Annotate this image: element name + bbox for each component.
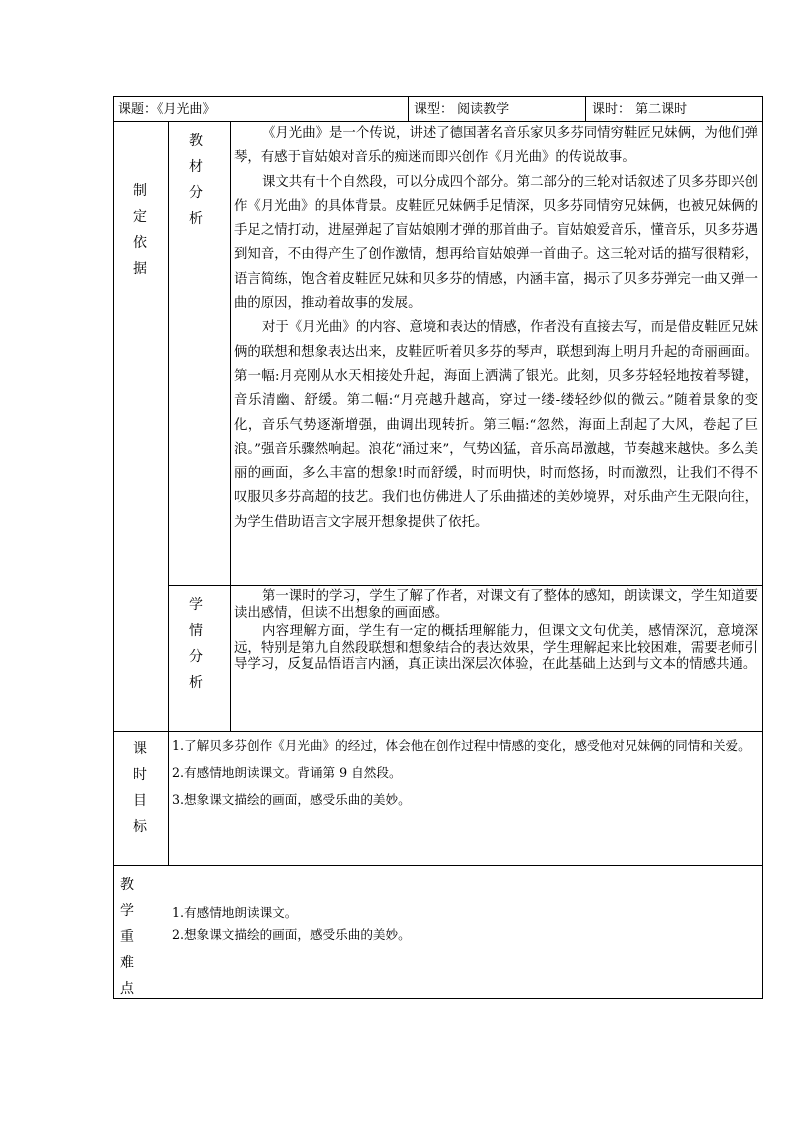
material-analysis-label: 教 材 分 析: [189, 133, 203, 227]
lesson-topic: 课题：《月光曲》: [118, 102, 216, 117]
difficulties-list: [172, 902, 758, 946]
goals-label: 课 时 目 标: [133, 741, 147, 835]
student-analysis-text: [234, 589, 758, 674]
table-border-right: [762, 96, 763, 999]
basis-label: 制 定 依 据: [133, 183, 147, 277]
table-border-left: [113, 96, 114, 999]
material-paragraph: 课文共有十个自然段，可以分成四个部分。第二部分的三轮对话叙述了贝多芬即兴创作《月光曲》的具体背景。皮鞋匠兄妹俩手足情深，贝多芬同情穷兄妹俩，也被兄妹俩的手足之情打动，进屋弹起了盲姑娘刚才弹的那首曲子。盲姑娘爱音乐，懂音乐，贝多芬遇到知音，不由得产生了创作激情，想再给盲姑娘弹一首曲子。这三轮对话的描写很精彩，语言简练，饱含着皮鞋匠兄妹和贝多芬的情感，内涵丰富，揭示了贝多芬弹完一曲又弹一曲的原因，推动着故事的发展。: [234, 174, 758, 312]
table-line-sublabel-col: [230, 121, 231, 731]
table-border-top: [113, 96, 763, 97]
student-paragraph: 第一课时的学习，学生了解了作者，对课文有了整体的感知，朗读课文，学生知道要读出感情，但读不出想象的画面感。: [234, 589, 758, 621]
table-border-bottom: [113, 998, 763, 999]
difficulties-label: 教 学 重 难 点: [120, 877, 134, 997]
goal-item: 2.有感情地朗读课文。背诵第 9 自然段。: [172, 765, 402, 780]
table-line-material-bottom: [168, 585, 763, 586]
table-line-goals-bottom: [113, 865, 763, 866]
table-line-label-col: [168, 121, 169, 865]
material-paragraph: 对于《月光曲》的内容、意境和表达的情感，作者没有直接去写，而是借皮鞋匠兄妹俩的联想和想象表达出来，皮鞋匠听着贝多芬的琴声，联想到海上明月升起的奇丽画面。第一幅:月亮刚从水天相接处升起，海面上洒满了银光。此刻，贝多芬轻轻地按着琴键，音乐清幽、舒缓。第二幅:“月亮越升越高，穿过一缕-缕轻纱似的微云。”随着景象的变化，音乐气势逐渐增强，曲调出现转折。第三幅:“忽然，海面上刮起了大风，卷起了巨浪。”强音乐骤然响起。浪花“涌过来”，气势凶猛，音乐高昂激越，节奏越来越快。多么美丽的画面，多么丰富的想象!时而舒缓，时而明快，时而悠扬，时而激烈，让我们不得不叹服贝多芬高超的技艺。我们也仿佛进人了乐曲描述的美妙境界，对乐曲产生无限向往，为学生借助语言文字展开想象提供了依托。: [234, 320, 758, 530]
difficulty-item: 1.有感情地朗读课文。: [172, 905, 298, 920]
table-line-header-col-1: [408, 96, 409, 121]
material-analysis-text: [234, 122, 758, 535]
material-paragraph: 《月光曲》是一个传说，讲述了德国著名音乐家贝多芬同情穷鞋匠兄妹俩，为他们弹琴，有感于盲姑娘对音乐的痴迷而即兴创作《月光曲》的传说故事。: [234, 126, 758, 166]
goal-item: 3.想象课文描绘的画面，感受乐曲的美妙。: [172, 792, 411, 807]
student-paragraph: 内容理解方面，学生有一定的概括理解能力，但课文文句优美，感情深沉，意境深远，特别是第九自然段联想和想象结合的表达效果，学生理解起来比较困难，需要老师引导学习，反复品悟语言内涵，真正读出深层次体验，在此基础上达到与文本的情感共通。: [234, 624, 758, 673]
lesson-type: 课型： 阅读教学: [414, 102, 510, 117]
goal-item: 1.了解贝多芬创作《月光曲》的经过，体会他在创作过程中情感的变化，感受他对兄妹俩的同情和关爱。: [172, 738, 751, 753]
lesson-period: 课时： 第二课时: [592, 102, 688, 117]
goals-list: [172, 732, 758, 813]
table-line-header-col-2: [585, 96, 586, 121]
student-analysis-label: 学 情 分 析: [189, 597, 203, 691]
difficulty-item: 2.想象课文描绘的画面，感受乐曲的美妙。: [172, 927, 411, 942]
